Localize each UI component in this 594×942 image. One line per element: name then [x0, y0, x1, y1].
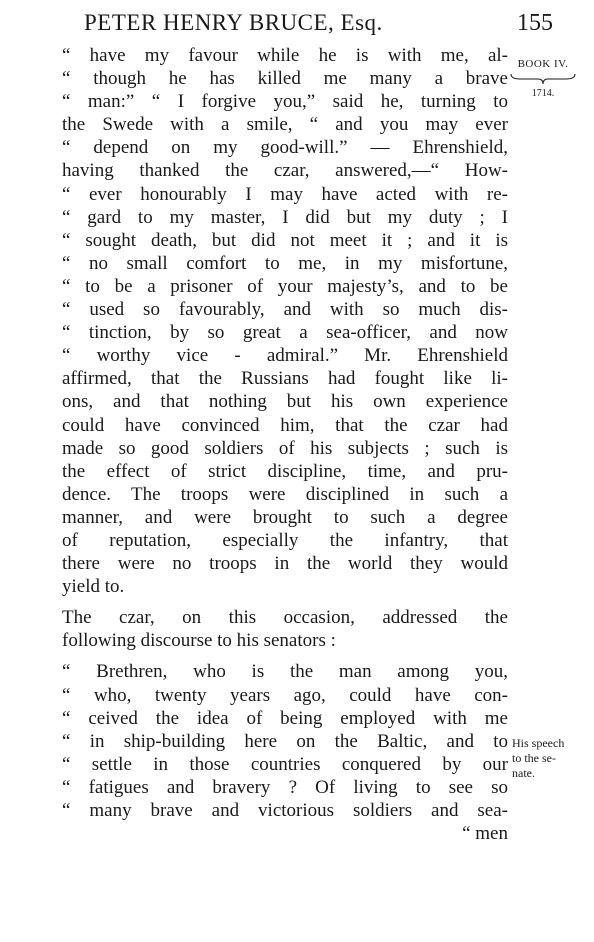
text-line: The czar, on this occasion, addressed the [62, 607, 508, 629]
text-line: “ who, twenty years ago, could have con- [62, 684, 508, 706]
text-line: “ tinction, by so great a sea-officer, and now [62, 322, 508, 344]
speech-note-line: His speech [512, 736, 565, 750]
text-line: “ used so favourably, and with so much dis- [62, 299, 508, 321]
text-line: “ ceived the idea of being employed with me [62, 707, 508, 729]
text-line: “ ever honourably I may have acted with re- [62, 183, 508, 205]
paragraph-2 [62, 606, 508, 652]
text-line: “ in ship-building here on the Baltic, and to [62, 730, 508, 752]
year-label: 1714. [531, 88, 555, 99]
body-text [62, 44, 508, 845]
speech-note-line: to the se- [512, 751, 556, 765]
text-line: “ Brethren, who is the man among you, [62, 661, 508, 683]
text-line: following discourse to his senators : [62, 630, 336, 652]
text-line: made so good soldiers of his subjects ; such is [62, 437, 508, 459]
paragraph-1 [62, 44, 508, 598]
text-line: dence. The troops were disciplined in such a [62, 483, 508, 505]
text-line: ons, and that nothing but his own experience [62, 391, 508, 413]
text-line: “ though he has killed me many a brave [62, 68, 508, 90]
paragraph-3 [62, 660, 508, 845]
text-line: “ no small comfort to me, in my misfortune, [62, 252, 508, 274]
text-line: “ to be a prisoner of your majesty’s, and to be [62, 275, 508, 297]
margin-speech-note [512, 736, 592, 781]
text-line: “ man:” “ I forgive you,” said he, turning to [62, 91, 508, 113]
brace-icon [510, 73, 576, 85]
text-line: the Swede with a smile, “ and you may ever [62, 114, 508, 136]
text-line: having thanked the czar, answered,—“ How- [62, 160, 508, 182]
running-title: PETER HENRY BRUCE, Esq. [84, 10, 383, 35]
text-line: “ sought death, but did not meet it ; and it is [62, 229, 508, 251]
text-line: of reputation, especially the infantry, that [62, 529, 508, 551]
text-line: could have convinced him, that the czar had [62, 414, 508, 436]
margin-book-note [506, 58, 580, 100]
running-head [0, 6, 594, 42]
text-line: “ depend on my good-will.” — Ehrenshield, [62, 137, 508, 159]
text-line: “ have my favour while he is with me, al- [62, 45, 508, 66]
book-label: BOOK IV. [517, 58, 569, 70]
text-line: yield to. [62, 576, 125, 598]
speech-note-line: nate. [512, 766, 535, 780]
text-line: the effect of strict discipline, time, and pru- [62, 460, 508, 482]
catchword: “ men [462, 823, 508, 845]
text-line: “ settle in those countries conquered by our [62, 753, 508, 775]
page-number: 155 [517, 10, 553, 36]
text-line: “ worthy vice - admiral.” Mr. Ehrenshield [62, 345, 508, 367]
text-line: “ gard to my master, I did but my duty ; I [62, 206, 508, 228]
text-line: there were no troops in the world they would [62, 553, 508, 575]
text-line: manner, and were brought to such a degree [62, 506, 508, 528]
text-line: “ many brave and victorious soldiers and sea- [62, 800, 508, 821]
text-line: “ fatigues and bravery ? Of living to see so [62, 776, 508, 798]
text-line: affirmed, that the Russians had fought like li- [62, 368, 508, 390]
